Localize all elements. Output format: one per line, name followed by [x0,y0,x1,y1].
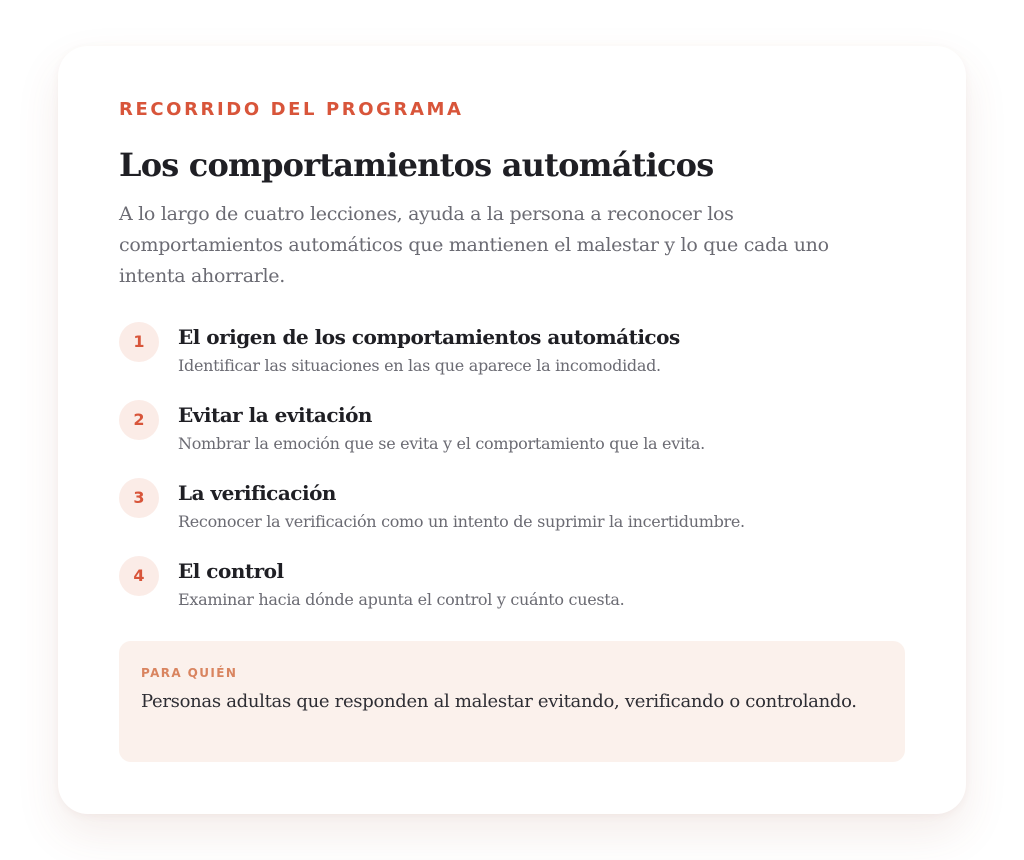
lesson-description: Examinar hacia dónde apunta el control y cuánto cuesta. [178,590,625,609]
lesson-number-badge: 3 [119,478,159,518]
lesson-item [119,318,909,396]
lesson-number-badge: 1 [119,322,159,362]
lesson-number-badge: 4 [119,556,159,596]
eyebrow-label: RECORRIDO DEL PROGRAMA [119,99,464,120]
lesson-title: Evitar la evitación [178,403,372,427]
lesson-description: Reconocer la verificación como un intento de suprimir la incertidumbre. [178,512,745,531]
lesson-item [119,474,909,552]
lesson-title: El control [178,559,284,583]
lesson-title: La verificación [178,481,336,505]
lesson-list [119,318,909,630]
lesson-item [119,396,909,474]
lesson-number-badge: 2 [119,400,159,440]
intro-paragraph: A lo largo de cuatro lecciones, ayuda a la persona a reconocer los comportamientos automáticos que mantienen el malestar y lo que cada uno intenta ahorrarle. [119,203,829,287]
program-card [58,46,966,814]
lesson-title: El origen de los comportamientos automáticos [178,325,680,349]
lesson-description: Identificar las situaciones en las que aparece la incomodidad. [178,356,661,375]
audience-panel [119,641,905,762]
audience-text: Personas adultas que responden al malestar evitando, verificando o controlando. [141,691,857,712]
lesson-item [119,552,909,630]
page-title: Los comportamientos automáticos [119,146,714,184]
lesson-description: Nombrar la emoción que se evita y el comportamiento que la evita. [178,434,705,453]
audience-label: PARA QUIÉN [141,666,238,680]
